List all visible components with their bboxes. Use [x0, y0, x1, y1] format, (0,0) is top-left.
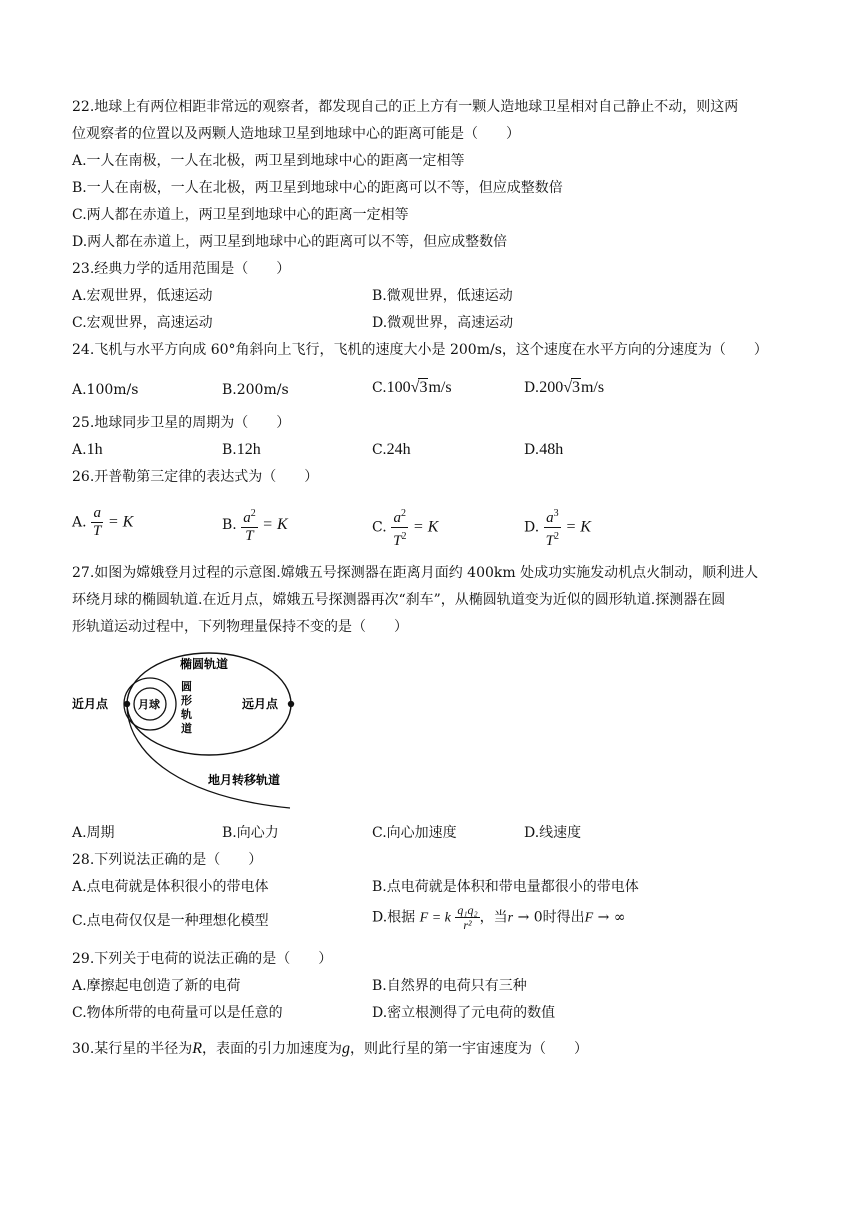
- q28-option-b: B.点电荷就是体积和带电量都很小的带电体: [372, 879, 639, 895]
- q23-option-b: B.微观世界，低速运动: [372, 288, 513, 304]
- q28-option-d: D.根据 F = k $\frac{\text{q₁q₂}}{\text{r²}}$ ，当r → 0时得出F → ∞: [372, 903, 626, 932]
- near-point-label: 近月点: [72, 697, 109, 711]
- q22-stem-line2: 位观察者的位置以及两颗人造地球卫星到地球中心的距离可能是（ ）: [72, 126, 520, 142]
- q24-option-c-unit: m/s: [428, 379, 452, 396]
- q27-stem-line2: 环绕月球的椭圆轨道.在近月点，嫦娥五号探测器再次“刹车”，从椭圆轨道变为近似的圆形轨道.探测器在圆: [72, 592, 726, 608]
- q23-option-a: A.宏观世界，低速运动: [72, 288, 213, 304]
- q26-option-a-fraction: $\frac{a}{T}$: [93, 505, 102, 539]
- circle-orbit-label-3: 轨: [181, 708, 192, 721]
- q24-option-d-unit: m/s: [580, 379, 605, 396]
- q24-option-d-coef: 200: [539, 379, 564, 396]
- q23-stem: 23.经典力学的适用范围是（ ）: [72, 261, 291, 277]
- circle-orbit-label-2: 形: [181, 694, 192, 707]
- q27-stem-line1: 27.如图为嫦娥登月过程的示意图.嫦娥五号探测器在距离月面约 400km 处成功实施发动机点火制动，顺利进人: [72, 565, 759, 581]
- q28-stem: 28.下列说法正确的是（ ）: [72, 852, 263, 868]
- q29-option-c: C.物体所带的电荷量可以是任意的: [72, 1005, 283, 1021]
- q26-option-b: B. $\frac{a^2}{T}$ = K: [222, 505, 288, 545]
- q27-option-b: B.向心力: [222, 825, 279, 841]
- q29-option-b: B.自然界的电荷只有三种: [372, 978, 527, 994]
- q25-option-b: B.12h: [222, 441, 261, 458]
- q22-option-b: B.一人在南极，一人在北极，两卫星到地球中心的距离可以不等，但应成整数倍: [72, 180, 563, 196]
- q23-option-d: D.微观世界，高速运动: [372, 315, 514, 331]
- q24-option-d: D.200√3m/s: [524, 379, 605, 396]
- q24-option-c: C.100√3m/s: [372, 379, 452, 396]
- far-moon-point: [288, 701, 294, 707]
- q25-option-b-value: 12h: [236, 441, 261, 458]
- q27-option-d: D.线速度: [524, 825, 582, 841]
- coulomb-fraction: $\frac{\text{q₁q₂}}{\text{r²}}$: [457, 903, 478, 932]
- q28-option-a: A.点电荷就是体积很小的带电体: [72, 879, 269, 895]
- q25-option-c-value: 24h: [386, 441, 411, 458]
- q27-stem-line3: 形轨道运动过程中，下列物理量保持不变的是（ ）: [72, 619, 408, 635]
- moon-orbit-diagram: [68, 648, 304, 812]
- q25-stem: 25.地球同步卫星的周期为（ ）: [72, 415, 291, 431]
- q26-option-c: C. $\frac{a^2}{T^2}$ = K: [372, 505, 438, 550]
- near-moon-point: [124, 701, 130, 707]
- q24-stem: 24.飞机与水平方向成 60°角斜向上飞行，飞机的速度大小是 200m/s，这个速度在水平方向的分速度为（ ）: [72, 342, 768, 358]
- q30-stem: 30.某行星的半径为R，表面的引力加速度为g，则此行星的第一宇宙速度为（ ）: [72, 1040, 589, 1057]
- q26-option-c-fraction: $\frac{a^2}{T^2}$: [391, 505, 408, 550]
- q29-option-d: D.密立根测得了元电荷的数值: [372, 1005, 556, 1021]
- q24-option-d-rad: 3: [571, 379, 580, 396]
- circle-orbit-label-1: 圆: [181, 680, 192, 693]
- q25-option-d-value: 48h: [539, 441, 564, 458]
- q26-option-d: D. $\frac{a^3}{T^2}$ = K: [524, 505, 591, 550]
- q29-option-a: A.摩擦起电创造了新的电荷: [72, 978, 241, 994]
- far-point-label: 远月点: [242, 697, 279, 711]
- q24-option-b: B.200m/s: [222, 382, 289, 398]
- q24-option-c-label: C.: [372, 380, 387, 396]
- q22-option-a: A.一人在南极，一人在北极，两卫星到地球中心的距离一定相等: [72, 153, 465, 169]
- q27-option-a: A.周期: [72, 825, 115, 841]
- q24-option-a: A.100m/s: [72, 382, 139, 398]
- q27-option-c: C.向心加速度: [372, 825, 457, 841]
- q25-option-d: D.48h: [524, 441, 564, 458]
- q26-option-d-fraction: $\frac{a^3}{T^2}$: [544, 505, 561, 550]
- moon-label: 月球: [138, 698, 160, 711]
- ellipse-orbit-label: 椭圆轨道: [180, 657, 229, 671]
- q24-option-c-rad: 3: [419, 379, 428, 396]
- q22-stem-line1: 22.地球上有两位相距非常远的观察者，都发现自己的正上方有一颗人造地球卫星相对自己静止不动，则这两: [72, 99, 739, 115]
- q22-option-c: C.两人都在赤道上，两卫星到地球中心的距离一定相等: [72, 207, 409, 223]
- q25-option-a-value: 1h: [86, 441, 103, 458]
- q22-option-d: D.两人都在赤道上，两卫星到地球中心的距离可以不等，但应成整数倍: [72, 234, 508, 250]
- q23-option-c: C.宏观世界，高速运动: [72, 315, 213, 331]
- q24-option-d-label: D.: [524, 380, 540, 396]
- circle-orbit-label-4: 道: [181, 722, 192, 735]
- q25-option-c: C.24h: [372, 441, 411, 458]
- q25-option-a: A.1h: [72, 441, 103, 458]
- transfer-orbit-label: 地月转移轨道: [208, 773, 281, 787]
- q26-option-a: A. $\frac{a}{T}$ = K: [72, 505, 134, 539]
- q28-option-c: C.点电荷仅仅是一种理想化模型: [72, 913, 269, 929]
- q26-option-b-fraction: $\frac{a^2}{T}$: [241, 505, 258, 545]
- q24-option-c-coef: 100: [386, 379, 411, 396]
- q29-stem: 29.下列关于电荷的说法正确的是（ ）: [72, 951, 333, 967]
- q26-stem: 26.开普勒第三定律的表达式为（ ）: [72, 469, 319, 485]
